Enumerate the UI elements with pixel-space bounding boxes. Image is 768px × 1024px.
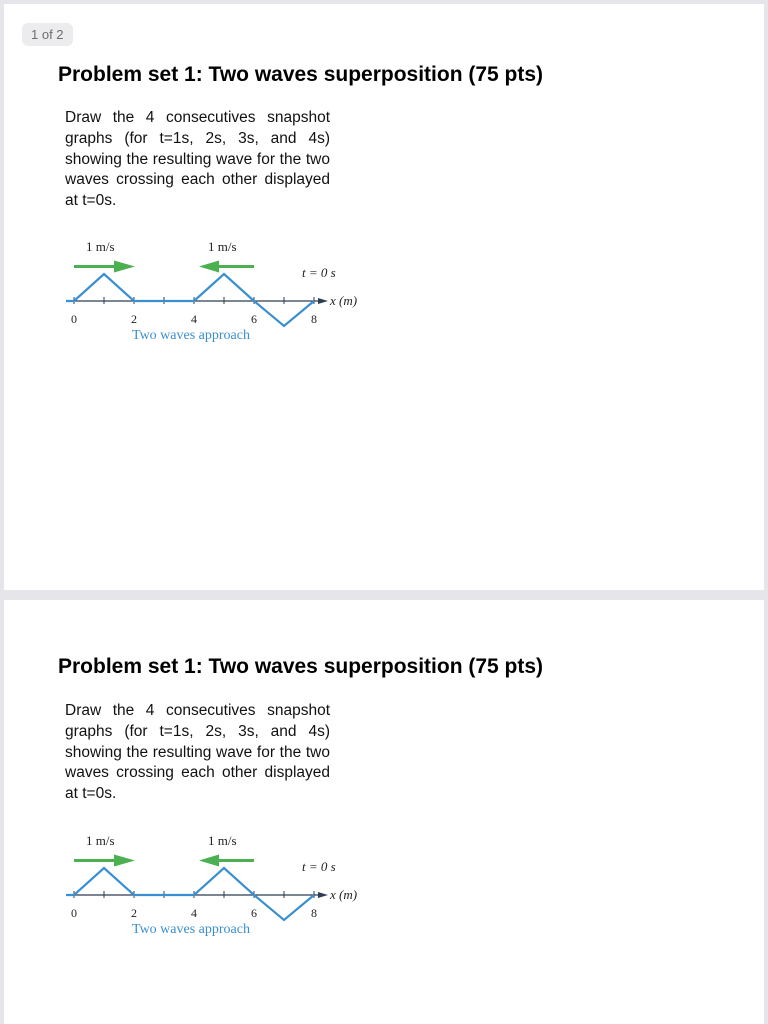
- tick-label: 0: [71, 906, 77, 920]
- time-label: t = 0 s: [302, 265, 336, 280]
- left-arrow-icon: [199, 855, 254, 867]
- wave-diagram: [56, 828, 376, 938]
- tick-label: 0: [71, 312, 77, 326]
- left-wave-speed-label: 1 m/s: [86, 239, 115, 254]
- wave-diagram: [56, 234, 376, 344]
- page-title: Problem set 1: Two waves superposition (75 pts): [58, 655, 544, 678]
- tick-label: 8: [311, 906, 317, 920]
- tick-label: 2: [131, 906, 137, 920]
- left-arrow-icon: [199, 261, 254, 273]
- tick-label: 6: [251, 312, 257, 326]
- wave-profile: [66, 274, 314, 326]
- tick-label: 6: [251, 906, 257, 920]
- x-axis-label: x (m): [330, 887, 358, 902]
- tick-label: 8: [311, 312, 317, 326]
- wave-profile: [66, 868, 314, 920]
- problem-instructions: Draw the 4 consecutives snapshot graphs (for t=1s, 2s, 3s, and 4s) showing the resulting wave for the two waves crossing each other displayed at t=0s.: [65, 702, 330, 803]
- left-wave-speed-label: 1 m/s: [86, 833, 115, 848]
- right-wave-speed-label: 1 m/s: [208, 239, 237, 254]
- right-arrow-icon: [74, 855, 135, 867]
- right-arrow-icon: [74, 261, 135, 273]
- tick-label: 4: [191, 906, 197, 920]
- page-indicator: 1 of 2: [22, 23, 73, 46]
- right-wave-speed-label: 1 m/s: [208, 833, 237, 848]
- figure-caption: Two waves approach: [132, 922, 250, 937]
- time-label: t = 0 s: [302, 859, 336, 874]
- document-page-1: [4, 4, 764, 590]
- tick-label: 4: [191, 312, 197, 326]
- document-page-2: [4, 600, 764, 1024]
- figure-caption: Two waves approach: [132, 328, 250, 343]
- problem-instructions: Draw the 4 consecutives snapshot graphs (for t=1s, 2s, 3s, and 4s) showing the resulting wave for the two waves crossing each other displayed at t=0s.: [65, 109, 330, 210]
- tick-label: 2: [131, 312, 137, 326]
- x-axis-label: x (m): [330, 293, 358, 308]
- page-title: Problem set 1: Two waves superposition (75 pts): [58, 63, 544, 86]
